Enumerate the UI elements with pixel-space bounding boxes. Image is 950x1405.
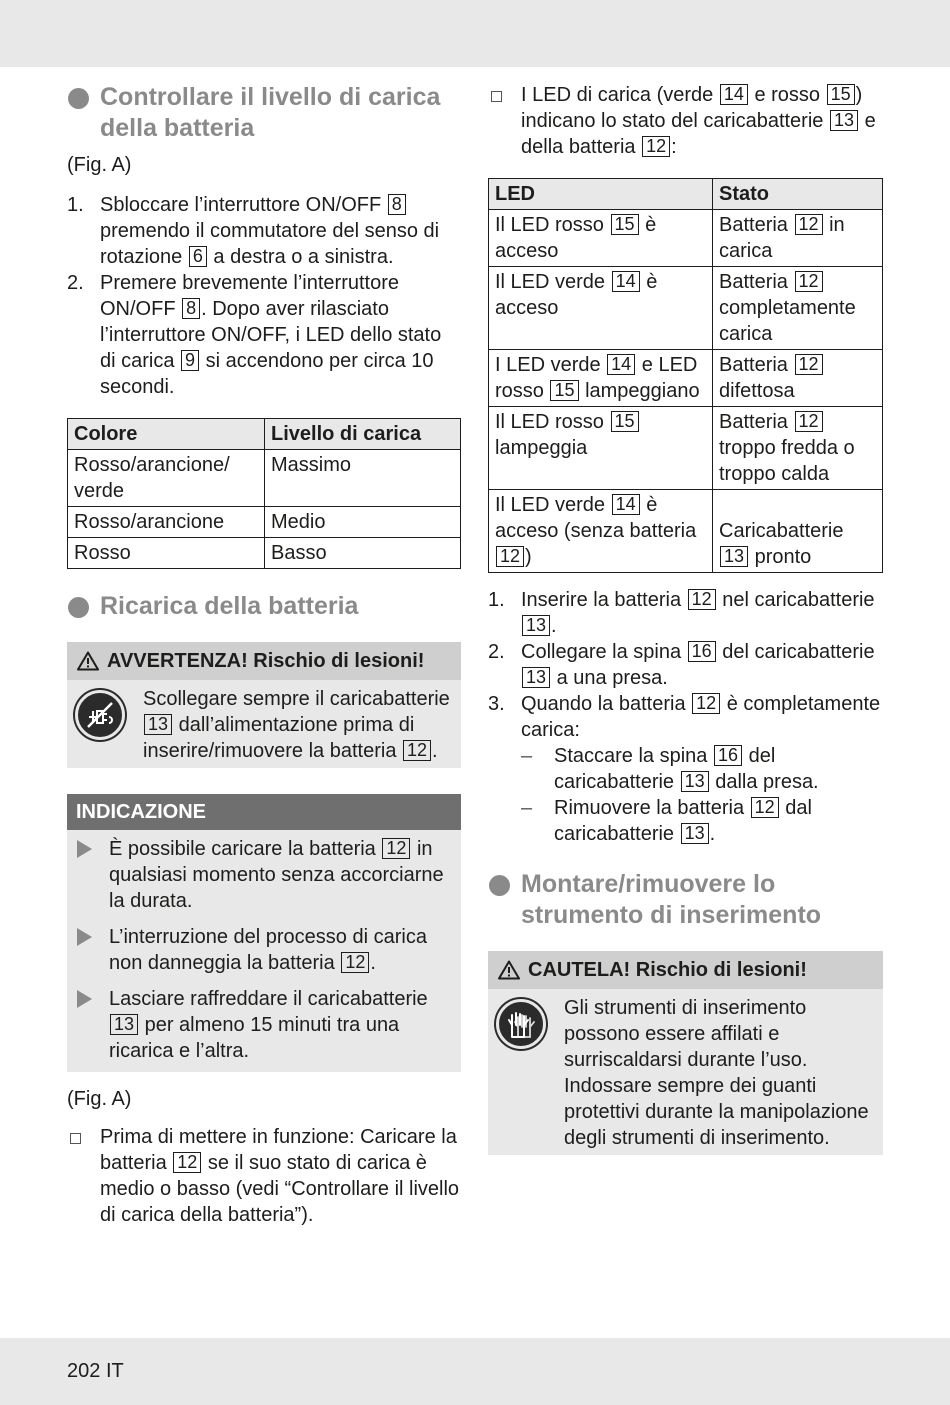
- reference-number: 12: [403, 740, 431, 761]
- gloves-icon: [496, 999, 546, 1049]
- figure-reference: (Fig. A): [67, 154, 132, 176]
- table-row: Il LED verde 14 è acceso Batteria 12 completamente carica: [489, 267, 883, 350]
- reference-number: 13: [681, 823, 709, 844]
- reference-number: 16: [714, 745, 742, 766]
- reference-number: 12: [795, 354, 823, 375]
- reference-number: 14: [607, 354, 635, 375]
- reference-number: 13: [522, 667, 550, 688]
- checkbox-icon: [70, 1133, 81, 1144]
- page-number: 202 IT: [67, 1360, 124, 1382]
- reference-number: 13: [681, 771, 709, 792]
- top-bar: [0, 0, 950, 67]
- table-row: Rosso/arancione Medio: [68, 507, 461, 538]
- reference-number: 8: [388, 194, 406, 215]
- sub-list: [521, 743, 883, 847]
- table-header: Stato: [713, 179, 883, 210]
- list-item: 3. Quando la batteria 12 è completamente carica: – Staccare la spina 16 del caricabatterie 13 dalla presa. – Rimuovere la batteria 12 dal caricabatterie 13 .: [488, 691, 883, 847]
- reference-number: 14: [720, 84, 748, 105]
- warning-triangle-icon: [498, 960, 520, 980]
- list-item: È possibile caricare la batteria 12 in qualsiasi momento senza accorciarne la durata.: [77, 836, 453, 914]
- table-row: Il LED rosso 15 è acceso Batteria 12 in carica: [489, 210, 883, 267]
- section-title-battery-level: Controllare il livello di carica della batteria: [67, 82, 461, 144]
- reference-number: 6: [189, 246, 207, 267]
- bullet-dot-icon: [68, 597, 89, 618]
- caution-box: CAUTELA! Rischio di lesioni! Gli strumenti di inserimento possono essere affilati e surriscaldarsi durante l’uso. Indossare sempre dei guanti protettivi durante la manipolazione degli strumenti di inserimento.: [488, 951, 883, 1155]
- table-header: Colore: [68, 419, 265, 450]
- reference-number: 15: [611, 411, 639, 432]
- note-list: [67, 830, 461, 1072]
- arrow-bullet-icon: [77, 928, 92, 946]
- unplug-icon: [75, 690, 125, 740]
- section-title-charging: Ricarica della batteria: [67, 591, 461, 622]
- reference-number: 13: [830, 110, 858, 131]
- checkbox-icon: [491, 91, 502, 102]
- reference-number: 12: [382, 838, 410, 859]
- list-item: 2. Collegare la spina 16 del caricabatterie 13 a una presa.: [488, 641, 875, 689]
- reference-number: 12: [496, 546, 524, 567]
- reference-number: 13: [144, 714, 172, 735]
- right-column: [488, 82, 883, 1155]
- reference-number: 12: [173, 1152, 201, 1173]
- reference-number: 13: [522, 615, 550, 636]
- list-item: 2. Premere brevemente l’interruttore ON/OFF 8 . Dopo aver rilasciato l’interruttore ON/OFF, i LED dello stato di carica 9 si accendono per circa 10 secondi.: [67, 272, 442, 398]
- table-row: Il LED rosso 15 lampeggia Batteria 12 troppo fredda o troppo calda: [489, 407, 883, 490]
- steps-list: [488, 587, 883, 847]
- list-item: – Rimuovere la batteria 12 dal caricabatterie 13 .: [521, 797, 812, 845]
- left-column: [67, 82, 461, 1228]
- reference-number: 15: [611, 214, 639, 235]
- reference-number: 13: [110, 1014, 138, 1035]
- reference-number: 12: [795, 271, 823, 292]
- list-item: 1. Inserire la batteria 12 nel caricabatterie 13 .: [488, 589, 875, 637]
- reference-number: 13: [720, 546, 748, 567]
- table-row: Rosso/arancione/ verde Massimo: [68, 450, 461, 507]
- charge-level-table: [67, 418, 461, 569]
- arrow-bullet-icon: [77, 990, 92, 1008]
- list-item: – Staccare la spina 16 del caricabatterie 13 dalla presa.: [521, 745, 819, 793]
- warning-triangle-icon: [77, 651, 99, 671]
- reference-number: 14: [612, 271, 640, 292]
- reference-number: 12: [341, 952, 369, 973]
- list-item: L’interruzione del processo di carica non danneggia la batteria 12 .: [77, 924, 453, 976]
- bullet-dot-icon: [489, 875, 510, 896]
- reference-number: 15: [827, 84, 855, 105]
- reference-number: 9: [181, 350, 199, 371]
- led-status-table: [488, 178, 883, 573]
- reference-number: 12: [751, 797, 779, 818]
- bullet-dot-icon: [68, 88, 89, 109]
- reference-number: 12: [795, 411, 823, 432]
- reference-number: 12: [795, 214, 823, 235]
- table-row: Rosso Basso: [68, 538, 461, 569]
- reference-number: 16: [688, 641, 716, 662]
- warning-box: AVVERTENZA! Rischio di lesioni! Scollegare sempre il caricabatterie 13 dall’alimentazione prima di inserire/rimuovere la batteria 12 .: [67, 642, 461, 768]
- table-header: LED: [489, 179, 713, 210]
- steps-list: [67, 192, 461, 400]
- reference-number: 12: [688, 589, 716, 610]
- section-title-insertion-tool: Montare/rimuovere lo strumento di inserimento: [488, 869, 883, 931]
- bottom-bar: [0, 1338, 950, 1405]
- note-box: INDICAZIONE È possibile caricare la batteria 12 in qualsiasi momento senza accorciarne la durata. L’interruzione del processo di carica non danneggia la batteria 12 . Lasciare raffreddare il caricabatterie 13 per almeno 15 minuti tra una ricarica e l’altra.: [67, 794, 461, 1072]
- table-row: Il LED verde 14 è acceso (senza batteria 12 ) Caricabatterie 13 pronto: [489, 490, 883, 573]
- figure-reference: (Fig. A): [67, 1088, 132, 1110]
- list-item: Lasciare raffreddare il caricabatterie 13 per almeno 15 minuti tra una ricarica e l’altra.: [77, 986, 453, 1064]
- checklist-item: Prima di mettere in funzione: Caricare la batteria 12 se il suo stato di carica è medio o basso (vedi “Controllare il livello di carica della batteria”).: [67, 1124, 461, 1228]
- arrow-bullet-icon: [77, 840, 92, 858]
- checklist-item: I LED di carica (verde 14 e rosso 15 ) indicano lo stato del caricabatterie 13 e della batteria 12 :: [488, 82, 883, 160]
- table-row: I LED verde 14 e LED rosso 15 lampeggiano Batteria 12 difettosa: [489, 350, 883, 407]
- reference-number: 8: [182, 298, 200, 319]
- reference-number: 12: [692, 693, 720, 714]
- reference-number: 14: [612, 494, 640, 515]
- table-header: Livello di carica: [265, 419, 461, 450]
- list-item: 1. Sbloccare l’interruttore ON/OFF 8 premendo il commutatore del senso di rotazione 6 a destra o a sinistra.: [67, 194, 440, 268]
- reference-number: 12: [642, 136, 670, 157]
- reference-number: 15: [550, 380, 578, 401]
